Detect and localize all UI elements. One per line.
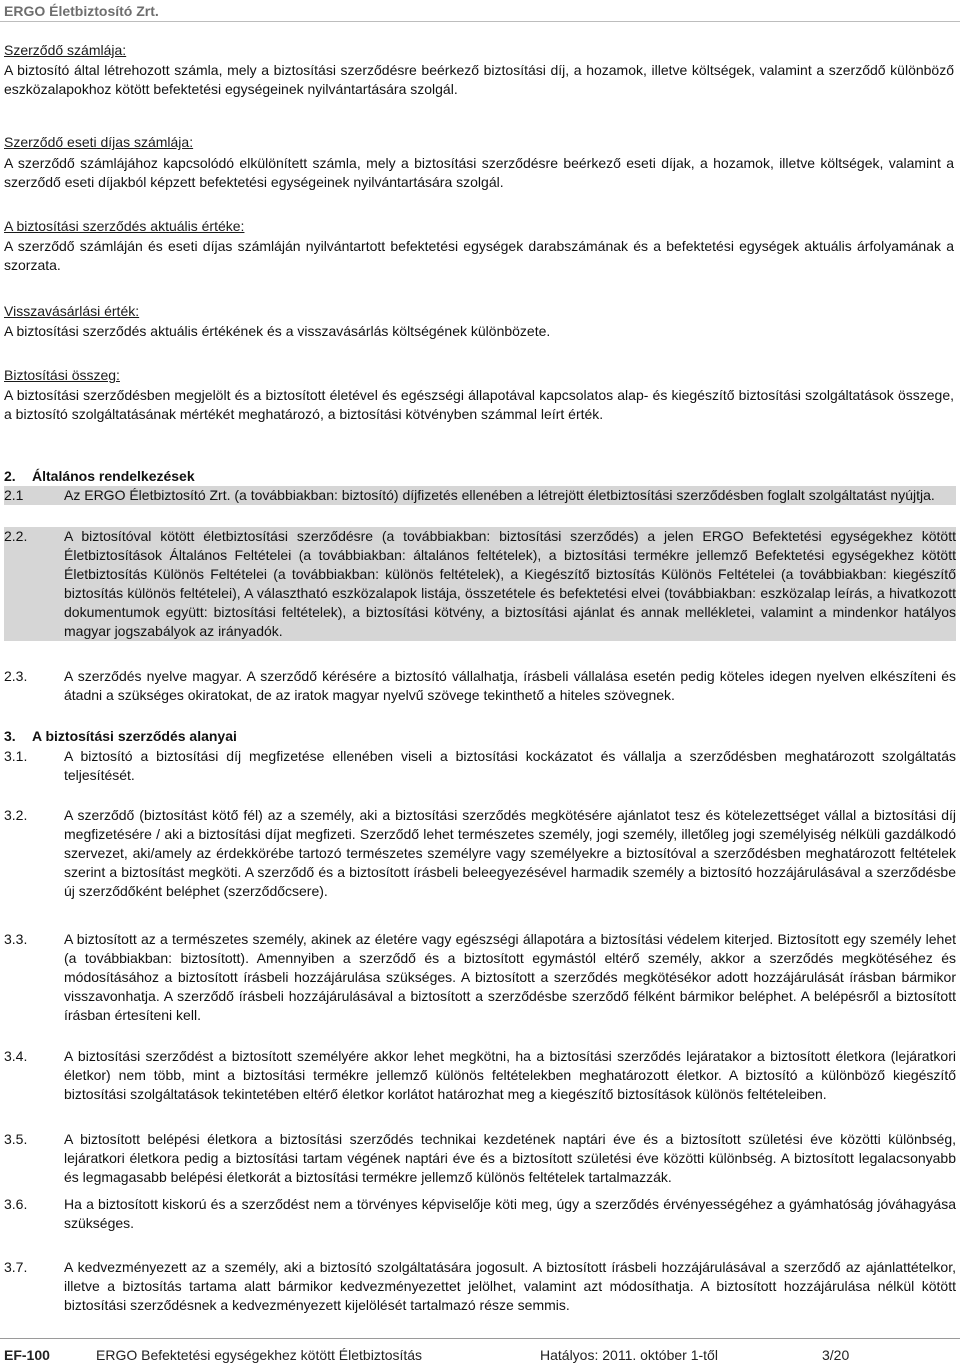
clause-number: 2.2. bbox=[4, 528, 28, 544]
section-number: 3. bbox=[4, 728, 16, 744]
header-divider bbox=[0, 21, 960, 22]
clause-number: 2.1 bbox=[4, 487, 24, 503]
clause-text: Ha a biztosított kiskorú és a szerződést nem a törvényes képviselője köti meg, úgy a szerződés érvényességéhez a gyámhatóság jóváhagyása szükséges. bbox=[64, 1196, 956, 1231]
clause bbox=[4, 667, 956, 705]
definition-title: Biztosítási összeg: bbox=[4, 367, 120, 383]
clause-number: 3.4. bbox=[4, 1048, 28, 1064]
document-code: EF-100 bbox=[4, 1347, 50, 1363]
clause bbox=[4, 486, 956, 505]
clause-number: 3.7. bbox=[4, 1259, 28, 1275]
definition-title: Visszavásárlási érték: bbox=[4, 303, 140, 319]
product-name: ERGO Befektetési egységekhez kötött Életbiztosítás bbox=[96, 1347, 423, 1363]
clause bbox=[4, 1130, 956, 1187]
section-number: 2. bbox=[4, 468, 16, 484]
page-footer bbox=[0, 1338, 960, 1363]
definition-body: A biztosító által létrehozott számla, mely a biztosítási szerződésre beérkező biztosítási díj, a hozamok, illetve költségek, valamint a szerződő különböző eszközalapokhoz kötött befektetési egységeinek nyilvántartására szolgál. bbox=[4, 62, 954, 97]
section-heading bbox=[4, 727, 237, 746]
effective-date: Hatályos: 2011. október 1-től bbox=[540, 1347, 718, 1363]
section-title: A biztosítási szerződés alanyai bbox=[32, 728, 237, 744]
clause-number: 3.2. bbox=[4, 807, 28, 823]
clause-number: 3.6. bbox=[4, 1196, 28, 1212]
definition-body: A szerződő számlájához kapcsolódó elkülönített számla, mely a biztosítási szerződésre beérkező eseti díjak, a hozamok, illetve költségek, valamint a szerződő eseti díjakból képzett befektetési egységeinek nyilvántartására szolgál. bbox=[4, 155, 954, 190]
clause-text: A szerződő (biztosítást kötő fél) az a személy, aki a biztosítási szerződés megkötésére ajánlatot tesz és kötelezettséget vállal a biztosítási díj megfizetésére / aki a biztosítási díjat megfizeti. Szerződő lehet természetes személy, jogi személy, illetőleg jogi személyiség nélküli gazdálkodó szervezet, aki/amely az érdekkörébe tartozó természetes személyre vagy személyekre a biztosítóval a szerződésben meghatározott feltételek szerint a biztosítást megköti. A szerződő és a biztosított írásbeli beleegyezésével harmadik személy a biztosító hozzájárulásával a szerződésbe új szerződőként beléphet (szerződőcsere). bbox=[64, 807, 956, 899]
clause-text: A kedvezményezett az a személy, aki a biztosító szolgáltatására jogosult. A biztosított írásbeli hozzájárulásával a szerződő az ajánlattételkor, illetve a biztosítás tartama alatt bármikor kedvezményezettet jelölhet, valamint azt módosíthatja. A biztosított hozzájárulása nélkül kötött biztosítási szerződésnek a kedvezményezett kijelölését tartalmazó része semmis. bbox=[64, 1259, 956, 1313]
section-heading bbox=[4, 467, 195, 486]
page-number: 3/20 bbox=[822, 1347, 850, 1363]
page-header bbox=[0, 0, 960, 20]
clause bbox=[4, 930, 956, 1025]
clause-text: A biztosítóval kötött életbiztosítási szerződésre (a továbbiakban: biztosítási szerződés) a jelen ERGO Befektetési egységekhez kötött Életbiztosítások Általános Feltételei (a továbbiakban: általános feltételek), a biztosítási termékre jellemző Befektetési egységekhez kötött Életbiztosítás Különös Feltételei (a továbbiakban: különös feltételek), a Kiegészítő biztosítás Különös Feltételei (a továbbiakban: kiegészítő biztosítás különös feltételei), A választható eszközalapok listája, összetétele és befektetési elvei (továbbiakban: eszközalap leírás, a hivatkozott dokumentumok együtt: biztosítási feltételek), a biztosítási kötvény, a biztosítási ajánlat és annak mellékletei, valamint a mindenkor hatályos magyar jogszabályok az irányadók. bbox=[64, 528, 956, 639]
clause-number: 3.3. bbox=[4, 931, 28, 947]
clause-text: A szerződés nyelve magyar. A szerződő kérésére a biztosító vállalhatja, írásbeli vállalása esetén pedig köteles idegen nyelven elkészíteni és átadni a szükséges okiratokat, de az iratok magyar nyelvű szövege tekinthető a hiteles szövegnek. bbox=[64, 668, 956, 703]
definition-body: A biztosítási szerződésben megjelölt és a biztosított életével és egészségi állapotával kapcsolatos alap- és kiegészítő biztosítási szolgáltatások összege, a biztosító szolgáltatásának mértékét meghatározó, a biztosítási kötvényben számmal leírt érték. bbox=[4, 387, 954, 422]
footer-divider bbox=[0, 1338, 960, 1339]
section-title: Általános rendelkezések bbox=[32, 468, 195, 484]
clause bbox=[4, 1258, 956, 1315]
definition-body: A szerződő számláján és eseti díjas számláján nyilvántartott befektetési egységek darabszámának és a befektetési egységek aktuális árfolyamának a szorzata. bbox=[4, 238, 954, 273]
clause-text: A biztosítási szerződést a biztosított személyére akkor lehet megkötni, ha a biztosítási szerződés lejáratakor a biztosított életkora (lejáratkori életkor) nem több, mint a biztosítási termékre jellemző különös feltételekben meghatározott életkor. A biztosító a különböző kiegészítő biztosítási szolgáltatások tekintetében eltérő életkor korlátot határozhat meg a kiegészítő biztosítások különös feltételeiben. bbox=[64, 1048, 956, 1102]
company-name: ERGO Életbiztosító Zrt. bbox=[4, 3, 159, 19]
clause bbox=[4, 527, 956, 641]
clause-text: A biztosított az a természetes személy, akinek az életére vagy egészségi állapotára a biztosítási védelem kiterjed. Biztosított egy személy lehet (a továbbiakban: biztosított). Amennyiben a szerződő és a biztosított egymástól eltérő személy, akkor a szerződés megkötéséhez és módosításához a biztosított írásbeli hozzájárulása szükséges. A biztosított a szerződés megkötésékor adott hozzájárulását írásban bármikor visszavonhatja. A szerződő írásbeli hozzájárulásával a biztosított a szerződésbe szerződő félként bármikor beléphet. A belépésről a biztosított írásban értesíteni kell. bbox=[64, 931, 956, 1023]
definition-title: A biztosítási szerződés aktuális értéke: bbox=[4, 218, 245, 234]
clause-number: 3.5. bbox=[4, 1131, 28, 1147]
clause bbox=[4, 806, 956, 901]
definition-title: Szerződő eseti díjas számlája: bbox=[4, 134, 194, 150]
clause-text: Az ERGO Életbiztosító Zrt. (a továbbiakban: biztosító) díjfizetés ellenében a létrejött életbiztosítási szerződésben foglalt szolgáltatást nyújtja. bbox=[64, 487, 935, 503]
definition-body: A biztosítási szerződés aktuális értékének és a visszavásárlás költségének különbözete. bbox=[4, 323, 551, 339]
clause bbox=[4, 1195, 956, 1233]
clause bbox=[4, 1047, 956, 1104]
definition-title: Szerződő számlája: bbox=[4, 42, 127, 58]
clause-text: A biztosító a biztosítási díj megfizetése ellenében viseli a biztosítási kockázatot és vállalja a szerződésben meghatározott szolgáltatás teljesítését. bbox=[64, 748, 956, 783]
clause-number: 3.1. bbox=[4, 748, 28, 764]
clause-text: A biztosított belépési életkora a biztosítási szerződés technikai kezdetének naptári éve és a biztosított születési éve közötti különbség, lejáratkori életkora pedig a biztosítási tartam végének naptári éve és a biztosított születési éve közötti különbség. A biztosított legalacsonyabb és legmagasabb belépési életkorát a biztosítási termékre jellemző különös feltételek tartalmazzák. bbox=[64, 1131, 956, 1185]
clause bbox=[4, 747, 956, 785]
clause-number: 2.3. bbox=[4, 668, 28, 684]
